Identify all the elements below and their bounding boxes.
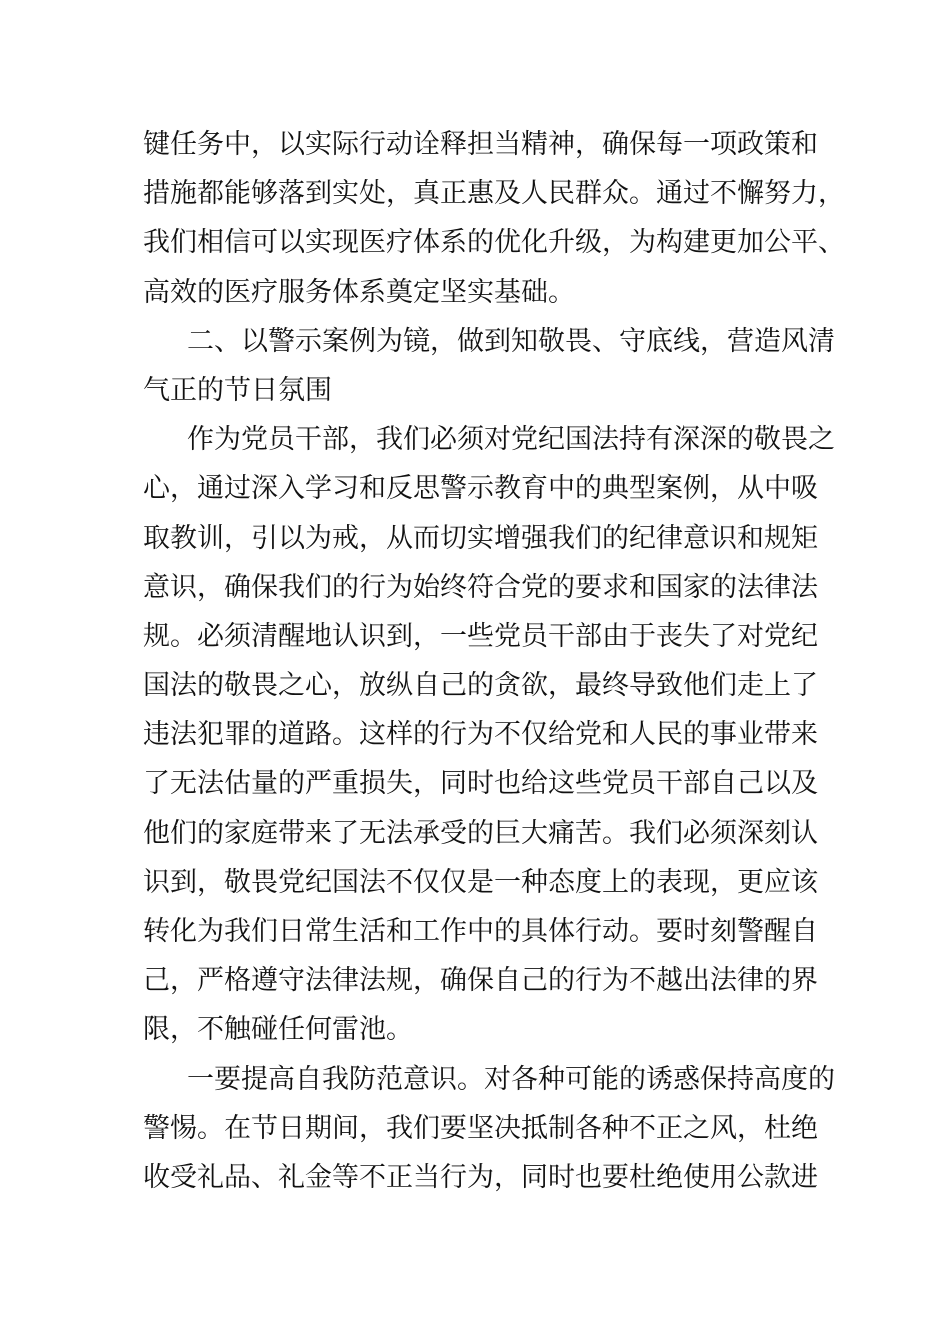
paragraph [143, 1055, 835, 1203]
text-line: 限，不触碰任何雷池。 [143, 1014, 413, 1046]
text-line: 心，通过深入学习和反思警示教育中的典型案例，从中吸 [143, 473, 818, 505]
text-line: 措施都能够落到实处，真正惠及人民群众。通过不懈努力， [143, 178, 845, 210]
heading-line: 二、以警示案例为镜，做到知敬畏、守底线，营造风清 [187, 325, 835, 357]
text-line: 国法的敬畏之心，放纵自己的贪欲，最终导致他们走上了 [143, 670, 818, 702]
text-line: 违法犯罪的道路。这样的行为不仅给党和人民的事业带来 [143, 719, 818, 751]
paragraph [143, 415, 835, 1054]
text-line: 转化为我们日常生活和工作中的具体行动。要时刻警醒自 [143, 916, 818, 947]
text-line: 识到，敬畏党纪国法不仅仅是一种态度上的表现，更应该 [143, 866, 818, 898]
text-line: 高效的医疗服务体系奠定坚实基础。 [143, 276, 575, 308]
text-line: 一要提高自我防范意识。对各种可能的诱惑保持高度的 [187, 1063, 835, 1095]
text-line: 作为党员干部，我们必须对党纪国法持有深深的敬畏之 [187, 424, 835, 456]
text-line: 规。必须清醒地认识到，一些党员干部由于丧失了对党纪 [143, 620, 818, 652]
text-line: 警惕。在节日期间，我们要坚决抵制各种不正之风，杜绝 [143, 1112, 818, 1144]
paragraph-continuation [143, 120, 845, 317]
heading-line: 气正的节日氛围 [143, 374, 332, 406]
text-line: 我们相信可以实现医疗体系的优化升级，为构建更加公平、 [143, 227, 845, 259]
text-line: 意识，确保我们的行为始终符合党的要求和国家的法律法 [143, 571, 818, 603]
text-line: 了无法估量的严重损失，同时也给这些党员干部自己以及 [143, 768, 818, 800]
text-line: 他们的家庭带来了无法承受的巨大痛苦。我们必须深刻认 [143, 817, 818, 849]
document-body [143, 120, 845, 1202]
section-heading [143, 317, 835, 415]
text-line: 键任务中，以实际行动诠释担当精神，确保每一项政策和 [143, 129, 818, 160]
text-line: 己，严格遵守法律法规，确保自己的行为不越出法律的界 [143, 965, 818, 997]
text-line: 取教训，引以为戒，从而切实增强我们的纪律意识和规矩 [143, 522, 818, 554]
text-line: 收受礼品、礼金等不正当行为，同时也要杜绝使用公款进 [143, 1161, 818, 1193]
